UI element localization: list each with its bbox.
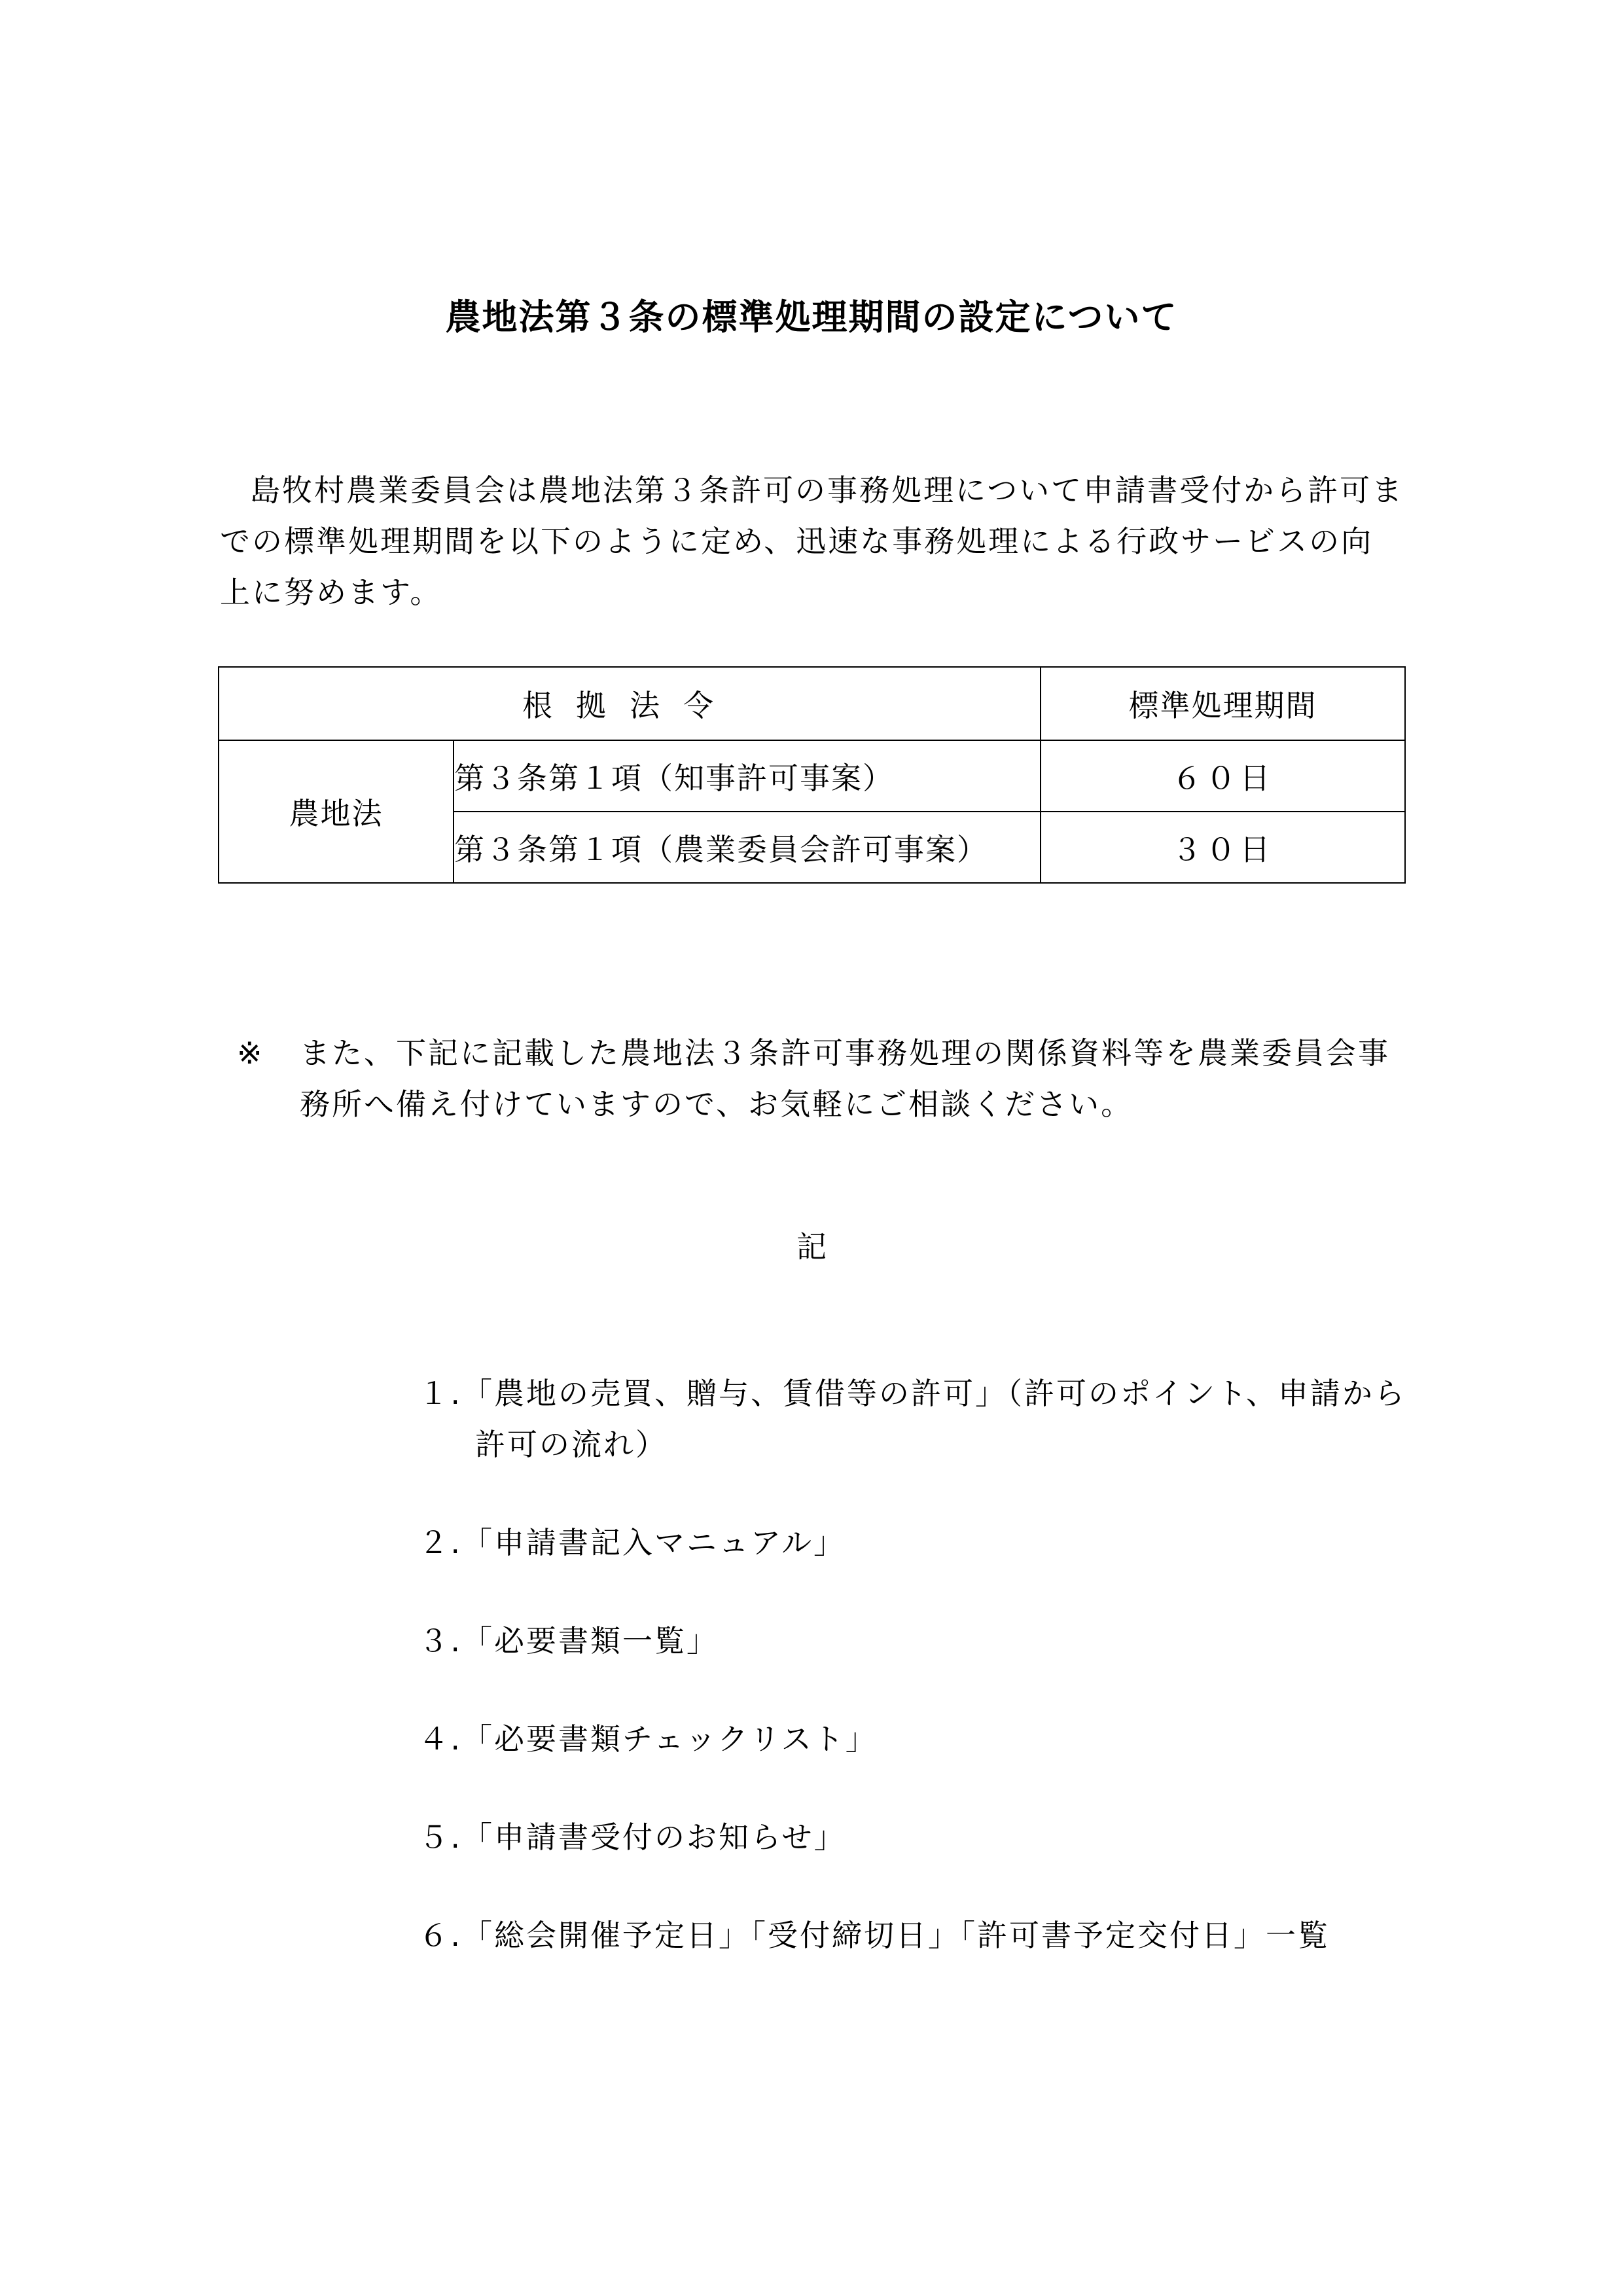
intro-paragraph: 島牧村農業委員会は農地法第３条許可の事務処理について申請書受付から許可までの標準処理期間を以下のように定め、迅速な事務処理による行政サービスの向上に努めます。 bbox=[220, 473, 1404, 610]
list-item-text: 「総会開催予定日」「受付締切日」「許可書予定交付日」一覧 bbox=[462, 1918, 1330, 1953]
list-item bbox=[399, 1812, 1407, 1863]
list-item bbox=[399, 1517, 1407, 1568]
table-row bbox=[219, 740, 1405, 812]
list-item bbox=[399, 1368, 1407, 1470]
list-item-number: １. bbox=[418, 1376, 462, 1411]
list-item-text: 「農地の売買、贈与、賃借等の許可」（許可のポイント、申請から許可の流れ） bbox=[462, 1376, 1406, 1462]
list-item bbox=[399, 1910, 1407, 1961]
ki-heading: 記 bbox=[796, 1229, 827, 1265]
header-law-basis: 根拠法令 bbox=[219, 667, 1041, 740]
note-mark: ※ bbox=[237, 1035, 264, 1071]
list-item-text: 「申請書受付のお知らせ」 bbox=[462, 1820, 846, 1855]
header-standard-period: 標準処理期間 bbox=[1041, 667, 1405, 740]
list-item-text: 「申請書記入マニュアル」 bbox=[462, 1525, 846, 1560]
list-item bbox=[399, 1615, 1407, 1666]
list-item-number: ２. bbox=[418, 1525, 462, 1560]
period-cell: ６０日 bbox=[1041, 740, 1405, 812]
list-item-number: ３. bbox=[418, 1623, 462, 1659]
processing-period-table bbox=[218, 666, 1406, 884]
note-text: また、下記に記載した農地法３条許可事務処理の関係資料等を農業委員会事務所へ備え付けていますので、お気軽にご相談ください。 bbox=[300, 1035, 1390, 1122]
list-item-text: 「必要書類チェックリスト」 bbox=[462, 1721, 878, 1757]
article-cell: 第３条第１項（農業委員会許可事案） bbox=[454, 812, 1041, 883]
list-item-number: ６. bbox=[418, 1918, 462, 1953]
law-name-cell: 農地法 bbox=[219, 740, 454, 883]
list-item-number: ４. bbox=[418, 1721, 462, 1757]
page-title: 農地法第３条の標準処理期間の設定について bbox=[445, 296, 1178, 338]
list-item-number: ５. bbox=[418, 1820, 462, 1855]
list-item-text: 「必要書類一覧」 bbox=[462, 1623, 719, 1659]
article-cell: 第３条第１項（知事許可事案） bbox=[454, 740, 1041, 812]
period-cell: ３０日 bbox=[1041, 812, 1405, 883]
list-item bbox=[399, 1713, 1407, 1765]
materials-list bbox=[399, 1368, 1407, 2008]
note-block bbox=[237, 1028, 1415, 1130]
table-header-row bbox=[219, 667, 1405, 740]
